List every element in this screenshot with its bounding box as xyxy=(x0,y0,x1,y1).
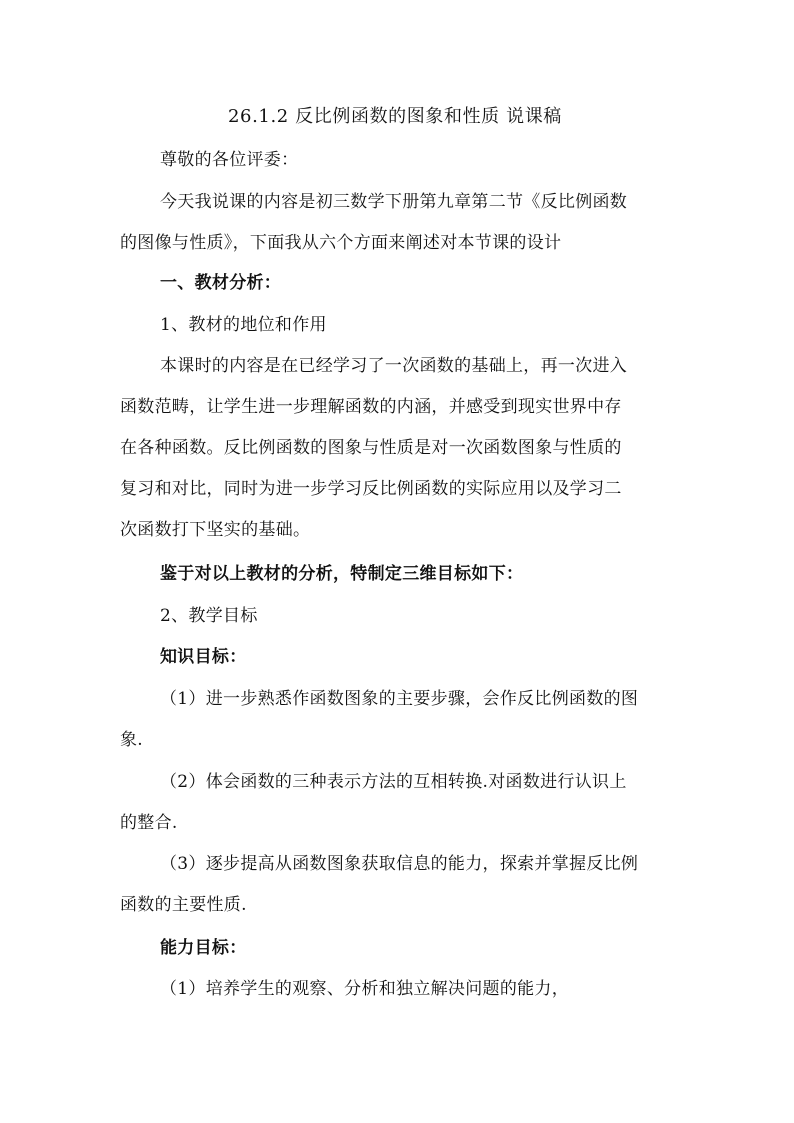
subsection-heading: 1、教材的地位和作用 xyxy=(160,315,327,335)
paragraph-line: 本课时的内容是在已经学习了一次函数的基础上，再一次进入 xyxy=(160,356,628,376)
paragraph-line: 复习和对比，同时为进一步学习反比例函数的实际应用以及学习二 xyxy=(120,479,622,499)
section-heading: 一、教材分析： xyxy=(160,273,282,293)
document-title: 26.1.2 反比例函数的图象和性质 说课稿 xyxy=(228,106,562,127)
paragraph-line: 函数范畴，让学生进一步理解函数的内涵，并感受到现实世界中存 xyxy=(120,397,622,417)
bold-statement: 鉴于对以上教材的分析，特制定三维目标如下： xyxy=(160,564,524,584)
greeting: 尊敬的各位评委： xyxy=(160,150,299,170)
ability-goal-line: （1）培养学生的观察、分析和独立解决问题的能力， xyxy=(160,979,570,999)
knowledge-goal-line: （3）逐步提高从函数图象获取信息的能力，探索并掌握反比例 xyxy=(160,854,639,874)
knowledge-goals-heading: 知识目标： xyxy=(160,647,247,667)
knowledge-goal-line: 的整合. xyxy=(120,813,178,833)
knowledge-goal-line: （2）体会函数的三种表示方法的互相转换.对函数进行认识上 xyxy=(160,772,627,792)
subsection-heading: 2、教学目标 xyxy=(160,606,258,626)
knowledge-goal-line: 函数的主要性质. xyxy=(120,895,247,915)
knowledge-goal-line: 象. xyxy=(120,730,144,750)
paragraph-line: 在各种函数。反比例函数的图象与性质是对一次函数图象与性质的 xyxy=(120,438,622,458)
intro-line: 的图像与性质》，下面我从六个方面来阐述对本节课的设计 xyxy=(120,233,562,253)
paragraph-line: 次函数打下坚实的基础。 xyxy=(120,520,311,540)
knowledge-goal-line: （1）进一步熟悉作函数图象的主要步骤，会作反比例函数的图 xyxy=(160,689,639,709)
intro-line: 今天我说课的内容是初三数学下册第九章第二节《反比例函数 xyxy=(160,192,628,212)
ability-goals-heading: 能力目标： xyxy=(160,938,247,958)
